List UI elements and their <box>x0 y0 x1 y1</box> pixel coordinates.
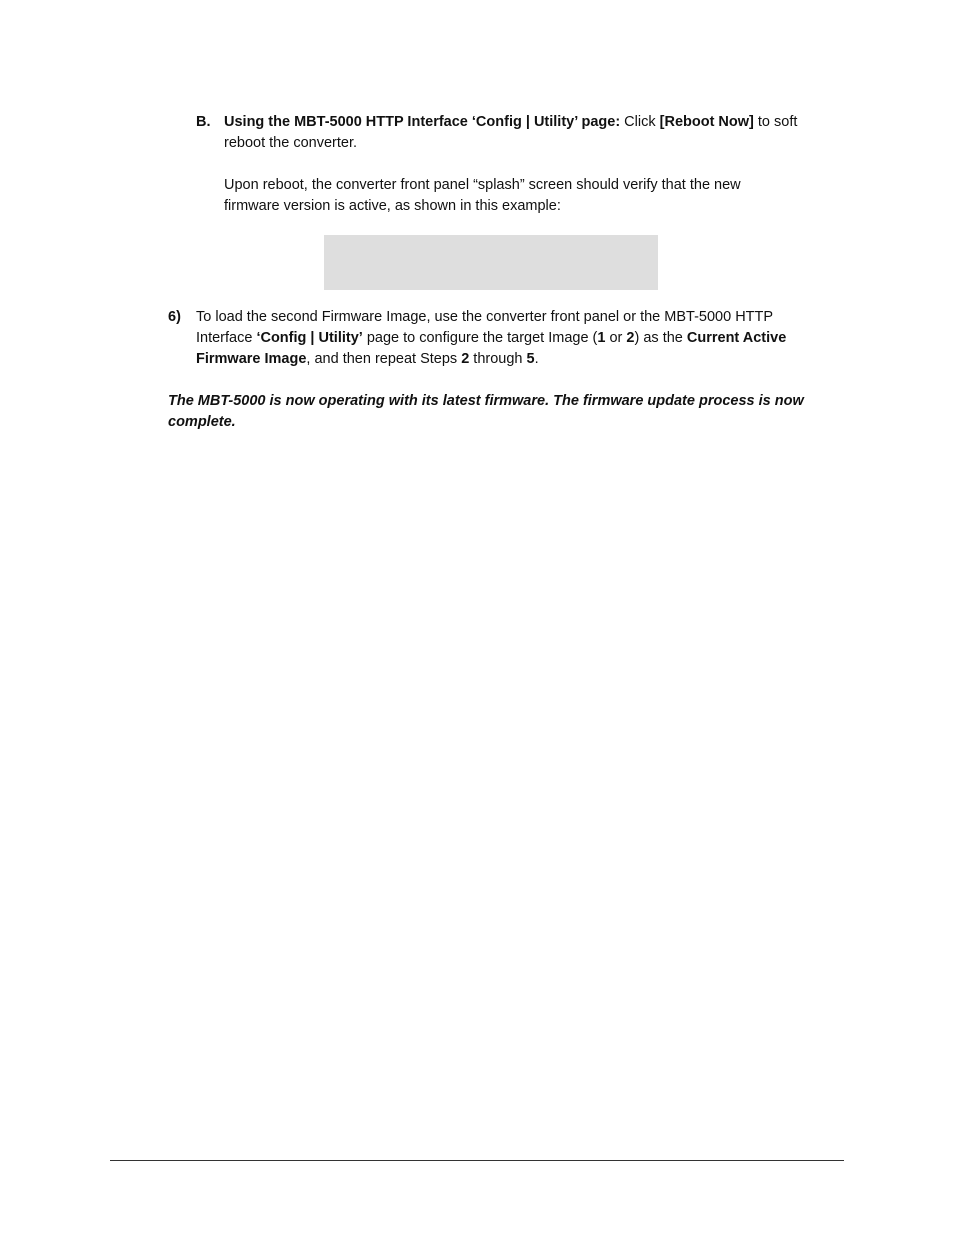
splash-screen-example <box>324 235 658 290</box>
current-active-label: Current Active <box>686 330 787 346</box>
step-b-line2: reboot the converter. <box>224 135 357 151</box>
step-b-after-text: to soft <box>753 114 798 130</box>
step-b-instruction <box>224 112 797 133</box>
step-6-period: . <box>534 351 539 367</box>
step-to-label: 5 <box>526 351 535 367</box>
conclusion-line2: complete. <box>168 414 236 430</box>
reboot-note-line1: Upon reboot, the converter front panel “splash” screen should verify that the new <box>224 177 741 193</box>
step-6-configure-text: page to configure the target Image ( <box>362 330 598 346</box>
image-1-label: 1 <box>597 330 606 346</box>
step-6-or-text: or <box>605 330 627 346</box>
step-b-marker: B. <box>196 114 211 130</box>
step-b-click-text: Click <box>620 114 660 130</box>
step-6-interface-text: Interface <box>196 330 257 346</box>
step-6-line1: To load the second Firmware Image, use the converter front panel or the MBT-5000 HTTP <box>196 309 774 325</box>
image-2-label: 2 <box>626 330 635 346</box>
step-b-heading: Using the MBT-5000 HTTP Interface ‘Config | Utility’ page: <box>224 114 621 130</box>
step-6-line3 <box>196 349 539 370</box>
firmware-image-label: Firmware Image <box>196 351 307 367</box>
reboot-now-label: [Reboot Now] <box>659 114 754 130</box>
config-utility-label: ‘Config | Utility’ <box>256 330 363 346</box>
step-6-through-text: through <box>469 351 527 367</box>
step-6-repeat-text: , and then repeat Steps <box>306 351 462 367</box>
conclusion-line1: The MBT-5000 is now operating with its latest firmware. The firmware update process is now <box>168 393 804 409</box>
reboot-note-line2: firmware version is active, as shown in this example: <box>224 198 561 214</box>
step-6-line2 <box>196 328 786 349</box>
step-from-label: 2 <box>461 351 470 367</box>
step-6-as-the-text: ) as the <box>634 330 687 346</box>
step-6-marker: 6) <box>168 309 181 325</box>
footer-divider <box>110 1160 844 1161</box>
